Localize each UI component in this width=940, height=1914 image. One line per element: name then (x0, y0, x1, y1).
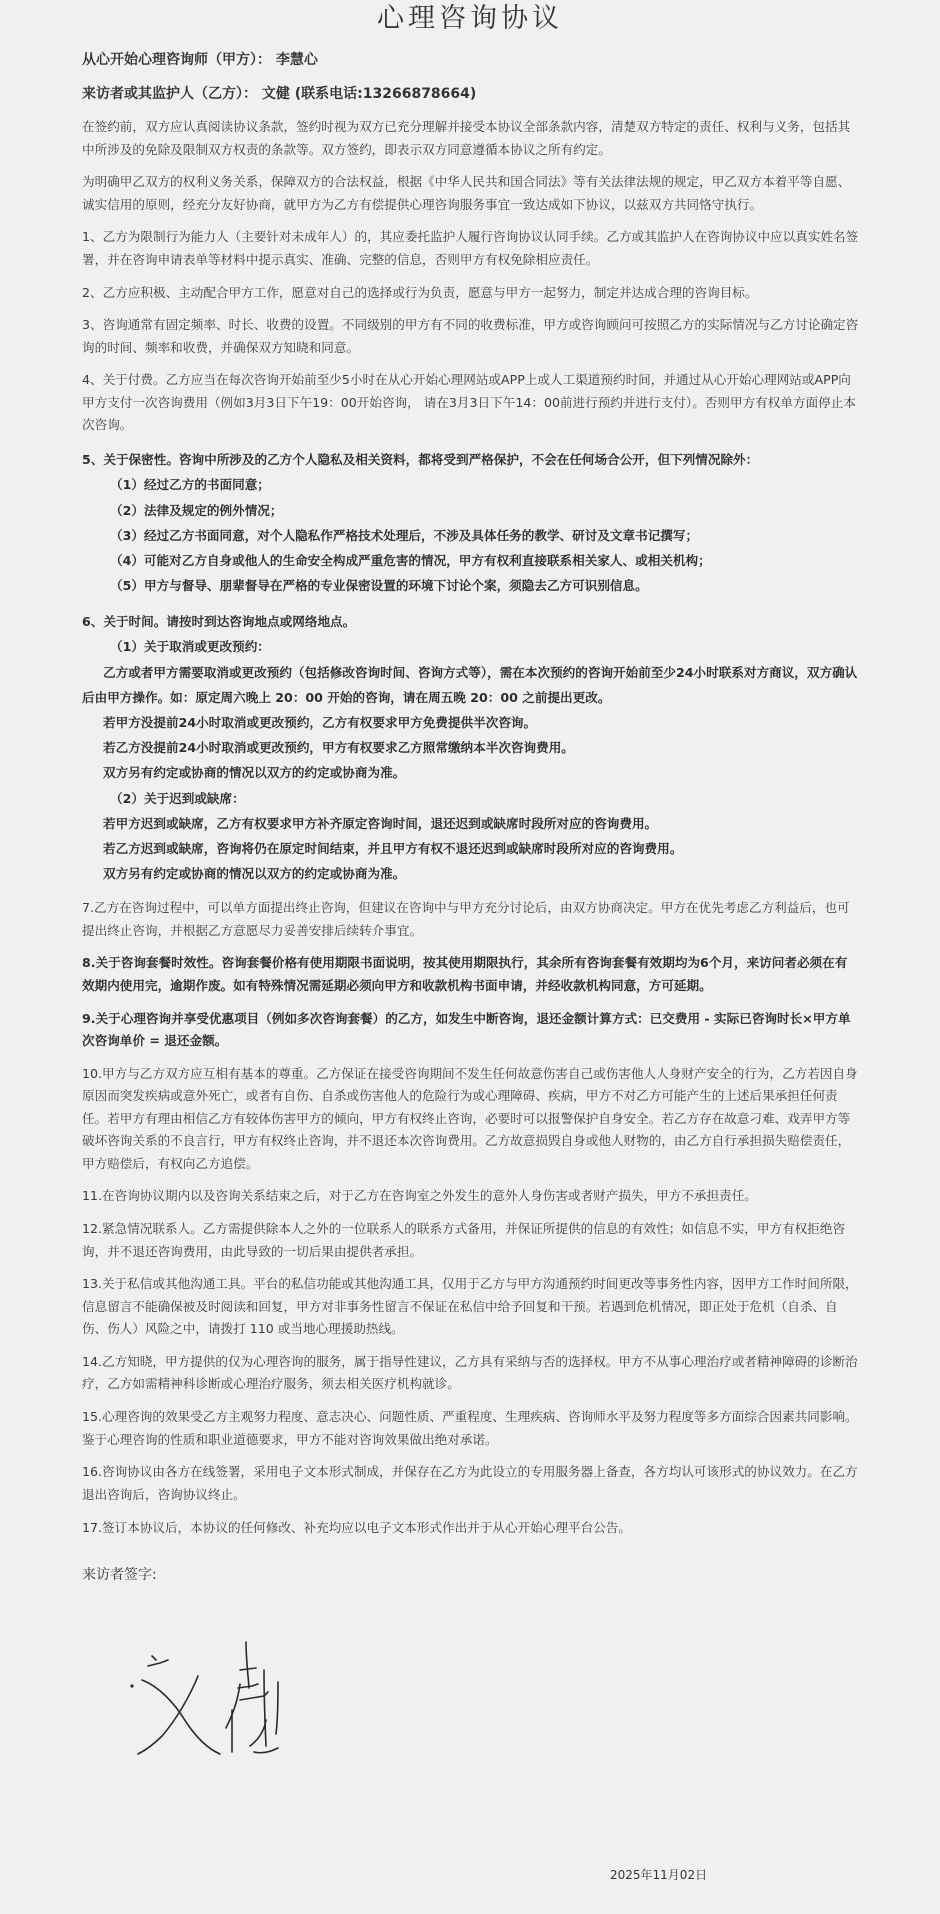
party-b: 来访者或其监护人（乙方）： 文健 (联系电话:13266878664) (82, 86, 477, 102)
clause-4: 4、关于付费。乙方应当在每次咨询开始前至少5小时在从心开始心理网站或APP上或人工渠道预约时间，并通过从心开始心理网站或APP向甲方支付一次咨询费用（例如3月3日下午19：00开始咨询， 请在3月3日下午14：00前进行预约并进行支付）。否则甲方有权单方面停止本次咨询。 (82, 372, 856, 433)
preamble-2: 为明确甲乙双方的权利义务关系，保障双方的合法权益，根据《中华人民共和国合同法》等有关法律法规的规定，甲乙双方本着平等自愿、诚实信用的原则，经充分友好协商，就甲方为乙方有偿提供心理咨询服务事宜一致达成如下协议，以兹双方共同恪守执行。 (82, 174, 851, 212)
clause-7: 7.乙方在咨询过程中，可以单方面提出终止咨询，但建议在咨询中与甲方充分讨论后，由双方协商决定。甲方在优先考虑乙方利益后，也可提出终止咨询，并根据乙方意愿尽力妥善安排后续转介事宜。 (82, 900, 850, 938)
clause-6-sub2-line: 若甲方迟到或缺席，乙方有权要求甲方补齐原定咨询时间，退还迟到或缺席时段所对应的咨询费用。 (103, 815, 658, 831)
clause-5 (82, 447, 859, 598)
clause-15: 15.心理咨询的效果受乙方主观努力程度、意志决心、问题性质、严重程度、生理疾病、咨询师水平及努力程度等多方面综合因素共同影响。鉴于心理咨询的性质和职业道德要求，甲方不能对咨询效果做出绝对承诺。 (82, 1409, 858, 1447)
clause-5-item: （1）经过乙方的书面同意； (110, 477, 270, 493)
handwritten-signature (128, 1640, 348, 1776)
clause-6-sub2-line: 双方另有约定或协商的情况以双方的约定或协商为准。 (103, 866, 406, 882)
preamble-1: 在签约前，双方应认真阅读协议条款，签约时视为双方已充分理解并接受本协议全部条款内容，清楚双方特定的责任、权利与义务，包括其中所涉及的免除及限制双方权责的条款等。双方签约，即表示双方同意遵循本协议之所有约定。 (82, 119, 851, 157)
clause-3: 3、咨询通常有固定频率、时长、收费的设置。不同级别的甲方有不同的收费标准，甲方或咨询顾问可按照乙方的实际情况与乙方讨论确定咨询的时间、频率和收费，并确保双方知晓和同意。 (82, 317, 859, 355)
clause-14: 14.乙方知晓，甲方提供的仅为心理咨询的服务，属于指导性建议，乙方具有采纳与否的选择权。甲方不从事心理治疗或者精神障碍的诊断治疗，乙方如需精神科诊断或心理治疗服务，须去相关医疗机构就诊。 (82, 1353, 858, 1392)
clause-2: 2、乙方应积极、主动配合甲方工作，愿意对自己的选择或行为负责，愿意与甲方一起努力，制定并达成合理的咨询目标。 (82, 284, 758, 300)
clause-6-sub1-line: 若乙方没提前24小时取消或更改预约，甲方有权要求乙方照常缴纳本半次咨询费用。 (103, 740, 574, 756)
clause-6-sub2-title: （2）关于迟到或缺席： (110, 790, 245, 806)
clause-6-sub1-line: 双方另有约定或协商的情况以双方的约定或协商为准。 (103, 765, 406, 781)
signature-label: 来访者签字: (82, 1567, 157, 1584)
clause-6-heading: 6、关于时间。请按时到达咨询地点或网络地点。 (82, 614, 356, 630)
clause-5-item: （3）经过乙方书面同意，对个人隐私作严格技术处理后，不涉及具体任务的教学、研讨及文章书记撰写； (110, 527, 699, 543)
clause-8: 8.关于咨询套餐时效性。咨询套餐价格有使用期限书面说明，按其使用期限执行，其余所有咨询套餐有效期均为6个月，来访问者必须在有效期内使用完，逾期作废。如有特殊情况需延期必须向甲方和收款机构书面申请，并经收款机构同意，方可延期。 (82, 955, 848, 993)
clause-17: 17.签订本协议后，本协议的任何修改、补充均应以电子文本形式作出并于从心开始心理平台公告。 (82, 1519, 631, 1535)
clause-10: 10.甲方与乙方双方应互相有基本的尊重。乙方保证在接受咨询期间不发生任何故意伤害自己或伤害他人人身财产安全的行为，乙方若因自身原因而突发疾病或意外死亡，或者有自伤、自杀或伤害他人的危险行为或心理障碍、疾病，甲方不对乙方可能产生的上述后果承担任何责任。若甲方有理由相信乙方有较体伤害甲方的倾向，甲方有权终止咨询，必要时可以报警保护自身安全。若乙方存在故意刁难、戏弄甲方等破坏咨询关系的不良言行，甲方有权终止咨询，并不退还本次咨询费用。乙方故意损毁自身或他人财物的，由乙方自行承担损失赔偿责任，甲方赔偿后，有权向乙方追偿。 (82, 1065, 858, 1171)
clause-5-item: （4）可能对乙方自身或他人的生命安全构成严重危害的情况，甲方有权利直接联系相关家人、或相关机构； (110, 552, 711, 568)
clause-6 (82, 609, 859, 886)
clause-13: 13.关于私信或其他沟通工具。平台的私信功能或其他沟通工具，仅用于乙方与甲方沟通预约时间更改等事务性内容，因甲方工作时间所限，信息留言不能确保被及时阅读和回复，甲方对非事务性留言不保证在私信中给予回复和干预。若遇到危机情况，即正处于危机（自杀、自伤、伤人）风险之中，请拨打 110 或当地心理援助热线。 (82, 1276, 858, 1337)
clause-6-sub1-line: 若甲方没提前24小时取消或更改预约，乙方有权要求甲方免费提供半次咨询。 (103, 714, 537, 730)
clause-6-sub2-line: 若乙方迟到或缺席，咨询将仍在原定时间结束，并且甲方有权不退还迟到或缺席时段所对应的咨询费用。 (103, 840, 683, 856)
clause-5-item: （2）法律及规定的例外情况； (110, 502, 283, 518)
clause-5-item: （5）甲方与督导、朋辈督导在严格的专业保密设置的环境下讨论个案，须隐去乙方可识别信息。 (110, 578, 648, 594)
clause-12: 12.紧急情况联系人。乙方需提供除本人之外的一位联系人的联系方式备用，并保证所提供的信息的有效性；如信息不实，甲方有权拒绝咨询，并不退还咨询费用，由此导致的一切后果由提供者承担。 (82, 1221, 846, 1259)
clause-9: 9.关于心理咨询并享受优惠项目（例如多次咨询套餐）的乙方，如发生中断咨询，退还金额计算方式：已交费用 - 实际已咨询时长×甲方单次咨询单价 = 退还金额。 (82, 1010, 851, 1049)
clause-16: 16.咨询协议由各方在线签署，采用电子文本形式制成，并保存在乙方为此设立的专用服务器上备查，各方均认可该形式的协议效力。在乙方退出咨询后，咨询协议终止。 (82, 1464, 858, 1502)
agreement-body (82, 50, 859, 1585)
clause-5-heading: 5、关于保密性。咨询中所涉及的乙方个人隐私及相关资料，都将受到严格保护，不会在任何场合公开，但下列情况除外： (82, 452, 759, 468)
sign-date: 2025年11月02日 (610, 1868, 708, 1882)
page-title: 心理咨询协议 (377, 3, 563, 34)
clause-1: 1、乙方为限制行为能力人（主要针对未成年人）的，其应委托监护人履行咨询协议认同手续。乙方或其监护人在咨询协议中应以真实姓名签署，并在咨询申请表单等材料中提示真实、准确、完整的信息，否则甲方有权免除相应责任。 (82, 229, 859, 267)
clause-6-sub1-text: 乙方或者甲方需要取消或更改预约（包括修改咨询时间、咨询方式等），需在本次预约的咨询开始前至少24小时联系对方商议，双方确认后由甲方操作。如：原定周六晚上 20：00 开始的咨询，请在周五晚 20：00 之前提出更改。 (82, 664, 858, 705)
party-a: 从心开始心理咨询师（甲方）： 李慧心 (82, 52, 318, 68)
clause-6-sub1-title: （1）关于取消或更改预约： (110, 639, 270, 655)
clause-11: 11.在咨询协议期内以及咨询关系结束之后，对于乙方在咨询室之外发生的意外人身伤害或者财产损失，甲方不承担责任。 (82, 1188, 757, 1204)
